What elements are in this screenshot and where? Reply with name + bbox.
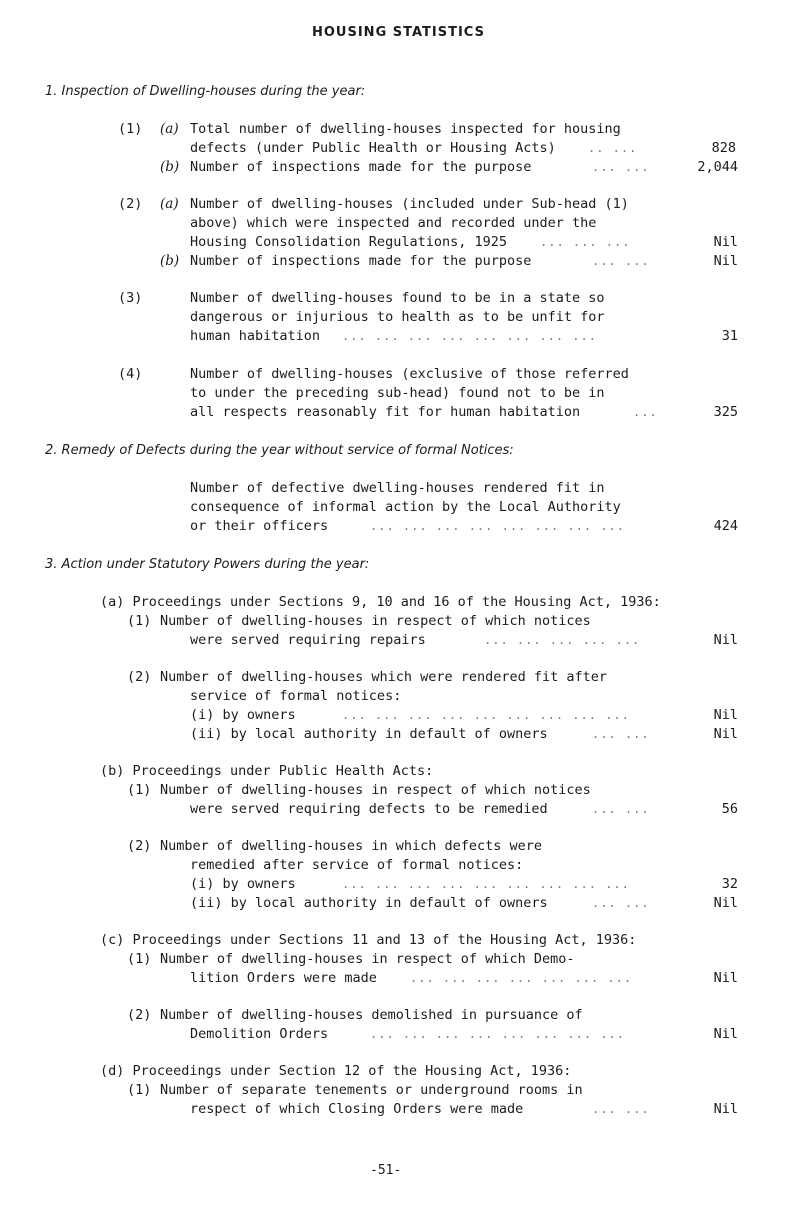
section-title: Remedy of Defects during the year without service of formal Notices: xyxy=(61,443,514,458)
section-title: Action under Statutory Powers during the year: xyxy=(61,557,370,572)
leader-dots: ... ... xyxy=(592,896,650,910)
item-text: defects (under Public Health or Housing Acts) xyxy=(190,140,556,156)
item-text: dangerous or injurious to health as to be unfit for xyxy=(190,309,605,325)
item-value: Nil xyxy=(713,970,738,986)
item-text: Demolition Orders xyxy=(190,1026,329,1042)
item-text: Number of dwelling-houses found to be in a state so xyxy=(190,290,605,306)
item-value: Nil xyxy=(713,1101,738,1117)
item-value: 828 xyxy=(711,140,736,156)
item-text: (ii) by local authority in default of owners xyxy=(190,895,548,911)
item-text: Total number of dwelling-houses inspected for housing xyxy=(190,121,621,137)
item-text: Number of dwelling-houses which were rendered fit after xyxy=(160,669,608,685)
item-value: 31 xyxy=(721,328,738,344)
item-text: Number of inspections made for the purpose xyxy=(190,253,532,269)
item-value: Nil xyxy=(713,895,738,911)
page-title: HOUSING STATISTICS xyxy=(312,25,485,40)
leader-dots: ... ... ... xyxy=(540,235,631,249)
section-number: 3. xyxy=(45,557,58,572)
item-number: (1) xyxy=(127,613,152,629)
item-text: Number of inspections made for the purpose xyxy=(190,159,532,175)
item-text: lition Orders were made xyxy=(190,970,377,986)
item-value: 424 xyxy=(713,518,738,534)
item-text: human habitation xyxy=(190,328,321,344)
subsection-c-heading: (c) Proceedings under Sections 11 and 13 of the Housing Act, 1936: xyxy=(100,932,637,948)
sub-item-label: (b) xyxy=(160,159,180,175)
item-number: (2) xyxy=(127,838,152,854)
item-value: Nil xyxy=(713,726,738,742)
item-value: Nil xyxy=(713,632,738,648)
leader-dots: ... ... ... ... ... ... ... ... xyxy=(370,519,625,533)
leader-dots: ... ... ... ... ... ... ... ... xyxy=(342,329,597,343)
item-number: (2) xyxy=(118,196,143,212)
item-number: (2) xyxy=(127,1007,152,1023)
leader-dots: ... ... ... ... ... ... ... ... xyxy=(370,1027,625,1041)
item-text: or their officers xyxy=(190,518,329,534)
item-text: remedied after service of formal notices: xyxy=(190,857,524,873)
section-1-heading xyxy=(45,84,365,99)
leader-dots: ... ... ... ... ... xyxy=(484,633,641,647)
item-number: (3) xyxy=(118,290,143,306)
leader-dots: .. ... xyxy=(588,141,638,155)
item-value: Nil xyxy=(713,234,738,250)
item-text: Number of defective dwelling-houses rendered fit in xyxy=(190,480,605,496)
item-text: Number of dwelling-houses demolished in pursuance of xyxy=(160,1007,583,1023)
item-text: consequence of informal action by the Local Authority xyxy=(190,499,621,515)
subsection-d-heading: (d) Proceedings under Section 12 of the Housing Act, 1936: xyxy=(100,1063,572,1079)
item-number: (1) xyxy=(127,951,152,967)
leader-dots: ... ... xyxy=(592,160,650,174)
item-text: were served requiring defects to be remedied xyxy=(190,801,548,817)
item-value: Nil xyxy=(713,253,738,269)
item-text: all respects reasonably fit for human habitation xyxy=(190,404,581,420)
item-text: (i) by owners xyxy=(190,707,296,723)
leader-dots: ... ... xyxy=(592,254,650,268)
item-value: 2,044 xyxy=(697,159,738,175)
item-text: (ii) by local authority in default of owners xyxy=(190,726,548,742)
leader-dots: ... ... xyxy=(592,727,650,741)
item-text: Number of dwelling-houses (included under Sub-head (1) xyxy=(190,196,629,212)
item-text: Number of dwelling-houses (exclusive of those referred xyxy=(190,366,629,382)
item-text: respect of which Closing Orders were made xyxy=(190,1101,524,1117)
section-2-heading xyxy=(45,443,514,458)
leader-dots: ... ... xyxy=(592,1102,650,1116)
item-text: Number of dwelling-houses in which defects were xyxy=(160,838,543,854)
item-number: (4) xyxy=(118,366,143,382)
item-value: 32 xyxy=(721,876,738,892)
leader-dots: ... ... ... ... ... ... ... ... ... xyxy=(342,708,630,722)
item-text: service of formal notices: xyxy=(190,688,402,704)
item-number: (2) xyxy=(127,669,152,685)
item-number: (1) xyxy=(127,1082,152,1098)
subsection-b-heading: (b) Proceedings under Public Health Acts: xyxy=(100,763,434,779)
item-text: Number of separate tenements or underground rooms in xyxy=(160,1082,583,1098)
subsection-a-heading: (a) Proceedings under Sections 9, 10 and 16 of the Housing Act, 1936: xyxy=(100,594,661,610)
section-number: 2. xyxy=(45,443,58,458)
page-number: -51- xyxy=(370,1163,402,1178)
section-3-heading xyxy=(45,557,369,572)
item-text: Number of dwelling-houses in respect of which notices xyxy=(160,782,591,798)
item-text: to under the preceding sub-head) found not to be in xyxy=(190,385,605,401)
section-number: 1. xyxy=(45,84,58,99)
item-text: above) which were inspected and recorded under the xyxy=(190,215,597,231)
item-value: 56 xyxy=(721,801,738,817)
leader-dots: ... ... ... ... ... ... ... xyxy=(410,971,633,985)
item-value: Nil xyxy=(713,1026,738,1042)
sub-item-label: (a) xyxy=(160,121,179,137)
item-value: Nil xyxy=(713,707,738,723)
item-text: (i) by owners xyxy=(190,876,296,892)
item-text: Number of dwelling-houses in respect of which Demo- xyxy=(160,951,575,967)
sub-item-label: (b) xyxy=(160,253,180,269)
leader-dots: ... ... xyxy=(592,802,650,816)
item-number: (1) xyxy=(127,782,152,798)
leader-dots: ... ... ... ... ... ... ... ... ... xyxy=(342,877,630,891)
item-value: 325 xyxy=(713,404,738,420)
item-text: were served requiring repairs xyxy=(190,632,426,648)
section-title: Inspection of Dwelling-houses during the year: xyxy=(61,84,366,99)
leader-dots: ... xyxy=(633,405,658,419)
item-number: (1) xyxy=(118,121,143,137)
item-text: Housing Consolidation Regulations, 1925 xyxy=(190,234,507,250)
sub-item-label: (a) xyxy=(160,196,179,212)
item-text: Number of dwelling-houses in respect of which notices xyxy=(160,613,591,629)
